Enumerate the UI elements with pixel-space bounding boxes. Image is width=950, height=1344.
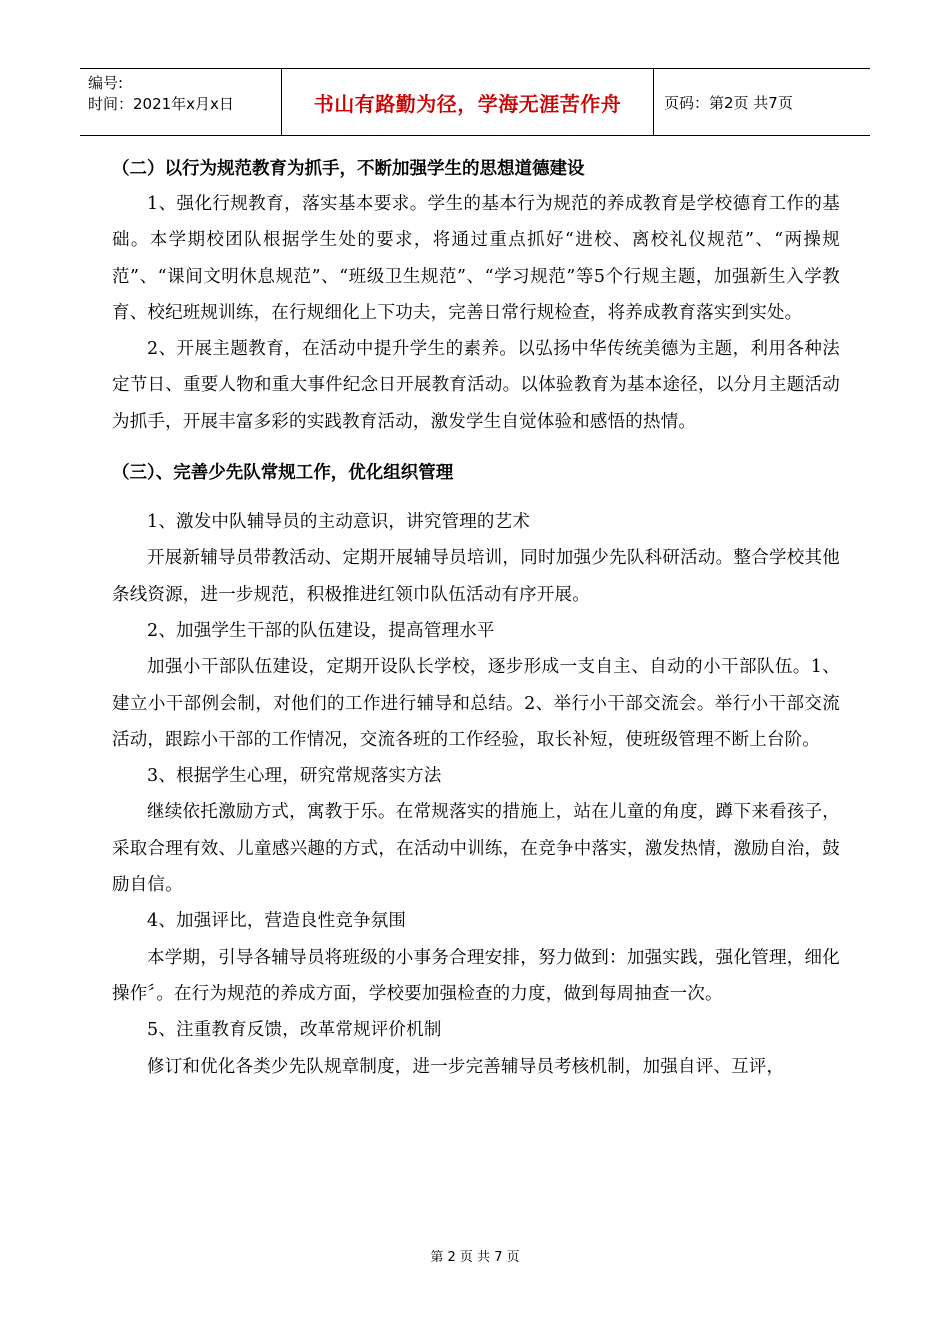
paragraph: 2、开展主题教育，在活动中提升学生的素养。以弘扬中华传统美德为主题，利用各种法定节日、重要人物和重大事件纪念日开展教育活动。以体验教育为基本途径，以分月主题活动为抓手，开展丰富多彩的实践教育活动，激发学生自觉体验和感悟的热情。 xyxy=(112,339,840,432)
paragraph: 1、强化行规教育，落实基本要求。学生的基本行为规范的养成教育是学校德育工作的基础。本学期校团队根据学生处的要求，将通过重点抓好“进校、离校礼仪规范”、“两操规范”、“课间文明休息规范”、“班级卫生规范”、“学习规范”等5个行规主题，加强新生入学教育、校纪班规训练，在行规细化上下功夫，完善日常行规检查，将养成教育落实到实处。 xyxy=(112,194,840,323)
paragraph: 修订和优化各类少先队规章制度，进一步完善辅导员考核机制，加强自评、互评， xyxy=(147,1056,785,1077)
document-number-label: 编号: xyxy=(88,74,124,92)
paragraph: 加强小干部队伍建设，定期开设队长学校，逐步形成一支自主、自动的小干部队伍。1、建立小干部例会制，对他们的工作进行辅导和总结。2、举行小干部交流会。举行小干部交流活动，跟踪小干部的工作情况，交流各班的工作经验，取长补短，使班级管理不断上台阶。 xyxy=(112,657,840,750)
paragraph: 本学期，引导各辅导员将班级的小事务合理安排，努力做到：加强实践，强化管理，细化操作〞。在行为规范的养成方面，学校要加强检查的力度，做到每周抽查一次。 xyxy=(112,947,840,1004)
page-header xyxy=(80,68,870,136)
subheading: 1、激发中队辅导员的主动意识，讲究管理的艺术 xyxy=(147,512,531,533)
document-date-label: 时间：2021年x月x日 xyxy=(88,95,234,113)
subheading: 4、加强评比，营造良性竞争氛围 xyxy=(147,911,407,932)
section-heading-3: （三）、完善少先队常规工作，优化组织管理 xyxy=(112,463,454,484)
header-page-label: 页码：第2页 共7页 xyxy=(664,93,793,112)
header-motto: 书山有路勤为径，学海无涯苦作舟 xyxy=(282,69,654,135)
paragraph: 开展新辅导员带教活动、定期开展辅导员培训，同时加强少先队科研活动。整合学校其他条线资源，进一步规范，积极推进红领巾队伍活动有序开展。 xyxy=(112,548,840,605)
subheading: 3、根据学生心理，研究常规落实方法 xyxy=(147,766,442,787)
paragraph: 继续依托激励方式，寓教于乐。在常规落实的措施上，站在儿童的角度，蹲下来看孩子，采取合理有效、儿童感兴趣的方式，在活动中训练，在竞争中落实，激发热情，激励自治，鼓励自信。 xyxy=(112,802,840,896)
document-body xyxy=(112,152,840,1085)
header-meta xyxy=(80,69,282,135)
section-heading-2: （二）以行为规范教育为抓手，不断加强学生的思想道德建设 xyxy=(112,159,585,179)
page-footer: 第 2 页 共 7 页 xyxy=(430,1250,520,1265)
subheading: 5、注重教育反馈，改革常规评价机制 xyxy=(147,1020,442,1041)
subheading: 2、加强学生干部的队伍建设，提高管理水平 xyxy=(147,620,495,641)
